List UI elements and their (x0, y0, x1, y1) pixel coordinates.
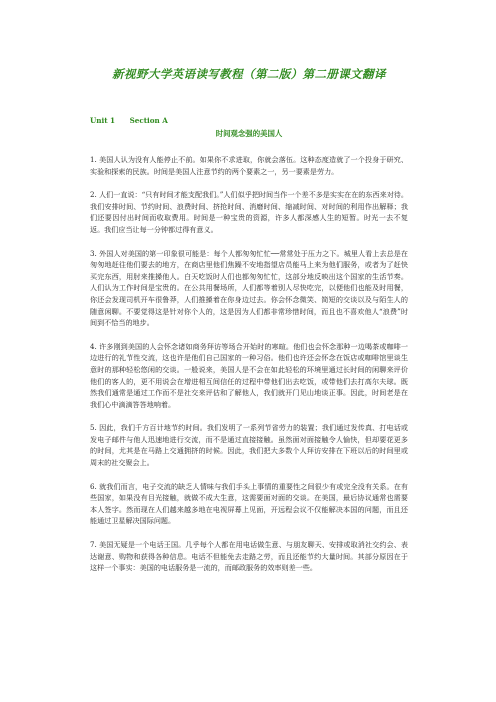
unit-section-line (90, 116, 408, 126)
section-label: Section A (129, 116, 168, 125)
document-title: 新视野大学英语读写教程（第二版）第二册课文翻译 (112, 67, 386, 81)
paragraph-2: 2. 人们一直说：“只有时间才能支配我们。”人们似乎把时间当作一个差不多是实实在在的东西来对待。我们安排时间、节约时间、浪费时间、挤抢时间、消磨时间、缩减时间、对时间的利用作出解释；我们还要因付出时间而收取费用。时间是一种宝贵的资源，许多人都深感人生的短暂。时光一去不复返。我们应当让每一分钟都过得有意义。 (90, 190, 408, 234)
paragraph-4: 4. 许多刚到美国的人会怀念诸如商务拜访等场合开始时的寒暄。他们也会怀念那种一边喝茶或咖啡一边进行的礼节性交流，这也许是他们自己国家的一种习俗。他们也许还会怀念在饭店或咖啡馆里谈生意时的那种轻松悠闲的交谈。一般说来，美国人是不会在如此轻松的环境里通过长时间的闲聊来评价他们的客人的，更不用说会在增进相互间信任的过程中带他们出去吃饭，或带他们去打高尔夫球。既然我们通常是通过工作而不是社交来评估和了解他人，我们就开门见山地谈正事。因此，时间老是在我们心中滴滴答答地响着。 (90, 341, 408, 409)
paragraph-1: 1. 美国人认为没有人能停止不前。如果你不求进取，你就会落伍。这种态度造就了一个投身于研究、实验和探索的民族。时间是美国人注意节约的两个要素之一，另一要素是劳力。 (90, 155, 408, 176)
paragraph-5: 5. 因此，我们千方百计地节约时间。我们发明了一系列节省劳力的装置；我们通过发传真、打电话或发电子邮件与他人迅速地进行交流，而不是通过直接接触。虽然面对面接触令人愉快，但却要花更多的时间，尤其是在马路上交通拥挤的时候。因此，我们把大多数个人拜访安排在下班以后的时间里或周末的社交聚会上。 (90, 423, 408, 468)
unit-label: Unit 1 (90, 116, 116, 125)
paragraph-6: 6. 就我们而言，电子交流的缺乏人情味与我们手头上事情的重要性之间很少有或完全没有关系。在有些国家，如果没有目光接触，就做不成大生意，这需要面对面的交谈。在美国，最后协议通常也需要本人签字。然而现在人们越来越多地在电视屏幕上见面，开远程会议不仅能解决本国的问题，而且还能通过卫星解决国际问题。 (90, 481, 408, 526)
section-title: 时间观念强的美国人 (215, 129, 283, 138)
paragraph-3: 3. 外国人对美国的第一印象很可能是：每个人都匆匆忙忙──常常处于压力之下。城里人看上去总是在匆匆地赶往他们要去的地方，在商店里他们焦躁不安地指望店员能马上来为他们服务，或者为了赶快买完东西，用肘来推搡他人。白天吃饭时人们也都匆匆忙忙，这部分地反映出这个国家的生活节奏。人们认为工作时间是宝贵的。在公共用餐场所，人们都等着别人尽快吃完，以便他们也能及时用餐，你还会发现司机开车很鲁莽，人们推搡着在你身边过去。你会怀念微笑、简短的交谈以及与陌生人的随意闲聊。不要觉得这是针对你个人的，这是因为人们都非常珍惜时间，而且也不喜欢他人“浪费”时间到不恰当的地步。 (90, 248, 408, 328)
paragraph-7: 7. 美国无疑是一个电话王国。几乎每个人都在用电话做生意、与朋友聊天、安排或取消社交约会、表达谢意、购物和获得各种信息。电话不但能免去走路之劳，而且还能节约大量时间。其部分原因在于这样一个事实：美国的电话服务是一流的，而邮政服务的效率则差一些。 (90, 540, 408, 573)
